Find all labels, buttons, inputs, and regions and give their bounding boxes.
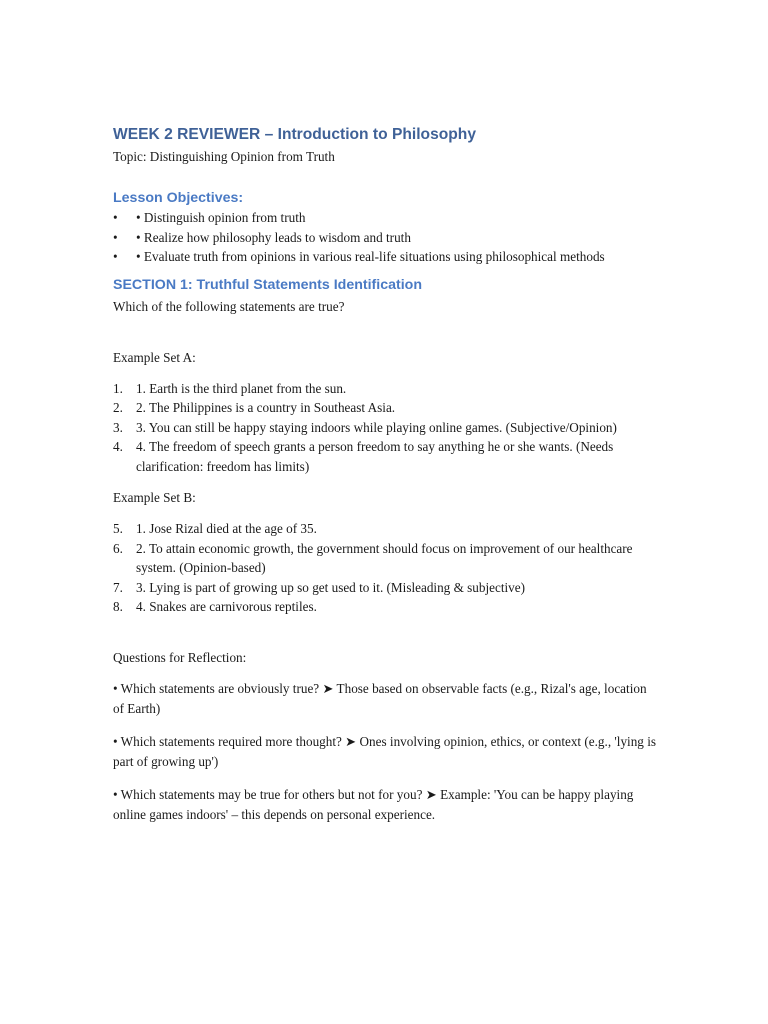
list-item-text: 4. The freedom of speech grants a person freedom to say anything he or she wants. (Needs clarification: freedom has limits) [136, 439, 614, 474]
document-title: WEEK 2 REVIEWER – Introduction to Philosophy [113, 126, 476, 143]
list-item-text: 3. You can still be happy staying indoors while playing online games. (Subjective/Opinion) [136, 419, 617, 435]
list-number: 2. [113, 400, 123, 415]
reflection-item: • Which statements may be true for others but not for you? ➤ Example: 'You can be happy playing online games indoors' – this depends on personal experience. [113, 786, 634, 822]
objectives-heading: Lesson Objectives: [113, 190, 244, 206]
list-item [113, 578, 658, 598]
list-item-text: 3. Lying is part of growing up so get used to it. (Misleading & subjective) [136, 579, 525, 595]
reflection-item: • Which statements required more thought? ➤ Ones involving opinion, ethics, or context (e.g., 'lying is part of growing up') [113, 733, 656, 769]
list-item [113, 519, 658, 539]
list-number: 7. [113, 579, 123, 595]
list-item [113, 398, 658, 418]
list-number: 6. [113, 540, 123, 556]
document-body [113, 124, 658, 825]
objective-text: • Evaluate truth from opinions in various real-life situations using philosophical methods [136, 249, 605, 264]
list-item [113, 539, 658, 578]
list-number: 4. [113, 439, 123, 454]
list-item-text: 2. The Philippines is a country in Southeast Asia. [136, 400, 396, 415]
list-number: 3. [113, 419, 123, 435]
objective-item [113, 228, 658, 248]
set-a-list [113, 379, 658, 477]
document-topic: Topic: Distinguishing Opinion from Truth [113, 149, 335, 164]
section1-heading: SECTION 1: Truthful Statements Identification [113, 276, 422, 293]
list-item-text: 1. Jose Rizal died at the age of 35. [136, 521, 317, 536]
list-item-text: 2. To attain economic growth, the government should focus on improvement of our healthcare system. (Opinion-based) [136, 540, 633, 575]
list-item-text: 1. Earth is the third planet from the sun. [136, 380, 347, 396]
bullet-icon: • [113, 249, 118, 264]
objective-item [113, 208, 658, 228]
objective-text: • Realize how philosophy leads to wisdom and truth [136, 229, 411, 245]
set-a-label: Example Set A: [113, 349, 196, 365]
objective-item [113, 247, 658, 267]
list-item [113, 418, 658, 438]
bullet-icon: • [113, 210, 118, 225]
list-number: 1. [113, 380, 123, 396]
list-number: 8. [113, 599, 123, 614]
bullet-icon: • [113, 229, 118, 245]
objectives-list [113, 208, 658, 267]
objective-text: • Distinguish opinion from truth [136, 210, 306, 225]
set-b-label: Example Set B: [113, 490, 196, 505]
list-item-text: 4. Snakes are carnivorous reptiles. [136, 599, 317, 614]
reflection-label: Questions for Reflection: [113, 649, 247, 665]
list-item [113, 437, 658, 476]
list-item [113, 379, 658, 399]
list-number: 5. [113, 521, 123, 536]
reflection-item: • Which statements are obviously true? ➤ Those based on observable facts (e.g., Rizal's age, location of Earth) [113, 680, 647, 716]
set-b-list [113, 519, 658, 617]
list-item [113, 597, 658, 617]
section1-question: Which of the following statements are true? [113, 298, 345, 314]
